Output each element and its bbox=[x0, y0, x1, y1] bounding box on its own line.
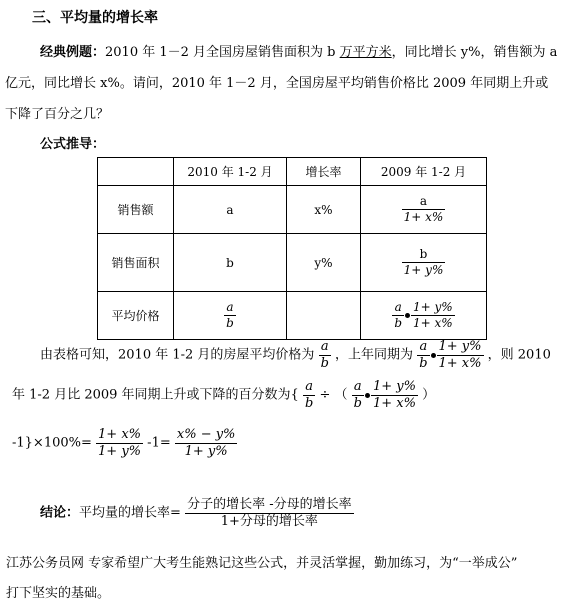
table-header-cell: 增长率 bbox=[287, 158, 361, 186]
table-header-cell bbox=[98, 158, 174, 186]
fraction bbox=[303, 380, 315, 410]
deduction-text: 由表格可知，2010 年 1-2 月的房屋平均价格为 bbox=[40, 347, 315, 363]
fraction-numerator: a bbox=[224, 301, 236, 316]
deduction-text: ÷ （ bbox=[319, 387, 348, 403]
fraction bbox=[402, 195, 446, 223]
example-text-1b: ，同比增长 y%，销售额为 a bbox=[391, 45, 558, 60]
fraction-numerator: 1+ x% bbox=[96, 428, 143, 444]
fraction bbox=[96, 428, 143, 458]
fraction-numerator: a bbox=[352, 380, 364, 396]
fraction-numerator: a bbox=[402, 195, 446, 210]
fraction-denominator: 1+ y% bbox=[184, 443, 228, 459]
multiply-dot-icon bbox=[365, 393, 370, 398]
example-unit: 万平方米 bbox=[339, 45, 392, 60]
fraction-denominator: 1+ x% bbox=[413, 316, 453, 330]
deduction-text: -1}×100%= bbox=[12, 435, 92, 451]
row-label: 平均价格 bbox=[98, 292, 174, 340]
fraction-denominator: 1+分母的增长率 bbox=[220, 513, 318, 529]
fraction-denominator: 1+ y% bbox=[98, 443, 142, 459]
fraction-denominator: b bbox=[353, 395, 362, 411]
table-header-cell: 2010 年 1-2 月 bbox=[174, 158, 287, 186]
cell-formula bbox=[174, 292, 287, 340]
row-label: 销售面积 bbox=[98, 234, 174, 292]
fraction-denominator: b bbox=[320, 355, 329, 371]
fraction bbox=[185, 498, 354, 528]
deduction-line-2 bbox=[12, 380, 435, 410]
fraction-numerator: x% − y% bbox=[176, 427, 236, 442]
conclusion-text: 平均量的增长率= bbox=[79, 505, 181, 521]
fraction bbox=[319, 340, 331, 370]
footer-line-2: 打下坚实的基础。 bbox=[6, 586, 111, 601]
fraction-numerator: 1+ y% bbox=[438, 339, 482, 354]
deduction-line-1 bbox=[40, 340, 551, 370]
fraction-denominator: 1+ x% bbox=[372, 395, 416, 411]
fraction bbox=[392, 301, 404, 329]
conclusion bbox=[40, 498, 354, 528]
fraction-numerator: a bbox=[303, 380, 315, 396]
example-line-2: 亿元，同比增长 x%。请问，2010 年 1－2 月，全国房屋平均销售价格比 2009 年同期上升或 bbox=[5, 76, 549, 91]
table-row bbox=[98, 234, 487, 292]
fraction bbox=[371, 380, 418, 410]
deduction-line-3 bbox=[12, 428, 237, 458]
fraction-numerator: 1+ y% bbox=[372, 379, 416, 394]
formula-label: 公式推导： bbox=[40, 137, 106, 152]
cell-rate: x% bbox=[287, 186, 361, 234]
fraction-denominator: b bbox=[226, 316, 234, 330]
deduction-text: ） bbox=[422, 387, 436, 403]
deduction-text: -1= bbox=[147, 435, 171, 451]
fraction-denominator: 1+ x% bbox=[403, 210, 444, 224]
cell-formula bbox=[361, 186, 487, 234]
fraction bbox=[224, 301, 236, 329]
cell-value: a bbox=[174, 186, 287, 234]
multiply-dot-icon bbox=[431, 353, 436, 358]
fraction bbox=[411, 301, 455, 329]
deduction-text: ，则 2010 bbox=[487, 347, 551, 363]
deduction-text: 年 1-2 月比 2009 年同期上升或下降的百分数为{ bbox=[12, 387, 299, 403]
fraction bbox=[402, 248, 446, 276]
data-table bbox=[97, 157, 487, 340]
table-header-row bbox=[98, 158, 487, 186]
fraction-numerator: 分子的增长率 -分母的增长率 bbox=[187, 497, 352, 512]
multiply-dot-icon bbox=[405, 313, 410, 318]
fraction bbox=[175, 428, 238, 458]
example-text-1a: 2010 年 1－2 月全国房屋销售面积为 b bbox=[105, 45, 340, 60]
fraction-denominator: b bbox=[419, 355, 428, 371]
cell-formula bbox=[361, 234, 487, 292]
fraction-numerator: b bbox=[402, 248, 446, 263]
table-header-cell: 2009 年 1-2 月 bbox=[361, 158, 487, 186]
example-line-1 bbox=[40, 41, 557, 60]
table-row bbox=[98, 186, 487, 234]
fraction-denominator: 1+ x% bbox=[438, 355, 482, 371]
section-title: 三、平均量的增长率 bbox=[32, 10, 158, 26]
fraction-numerator: a bbox=[319, 340, 331, 356]
fraction-denominator: b bbox=[304, 395, 314, 411]
cell-rate bbox=[287, 292, 361, 340]
deduction-text: ，上年同期为 bbox=[335, 347, 414, 363]
fraction-denominator: 1+ y% bbox=[403, 263, 444, 277]
fraction-numerator: a bbox=[417, 340, 429, 356]
cell-value: b bbox=[174, 234, 287, 292]
fraction-denominator: b bbox=[394, 316, 402, 330]
row-label: 销售额 bbox=[98, 186, 174, 234]
footer-line-1: 江苏公务员网 专家希望广大考生能熟记这些公式，并灵活掌握，勤加练习，为“一举成公” bbox=[6, 556, 518, 571]
fraction bbox=[352, 380, 364, 410]
cell-rate: y% bbox=[287, 234, 361, 292]
fraction-numerator: a bbox=[392, 301, 404, 316]
fraction bbox=[417, 340, 429, 370]
conclusion-label: 结论： bbox=[40, 505, 80, 521]
example-line-3: 下降了百分之几？ bbox=[5, 107, 110, 122]
cell-formula bbox=[361, 292, 487, 340]
table-row bbox=[98, 292, 487, 340]
fraction-numerator: 1+ y% bbox=[413, 300, 453, 315]
fraction bbox=[437, 340, 484, 370]
example-label: 经典例题： bbox=[40, 45, 106, 60]
